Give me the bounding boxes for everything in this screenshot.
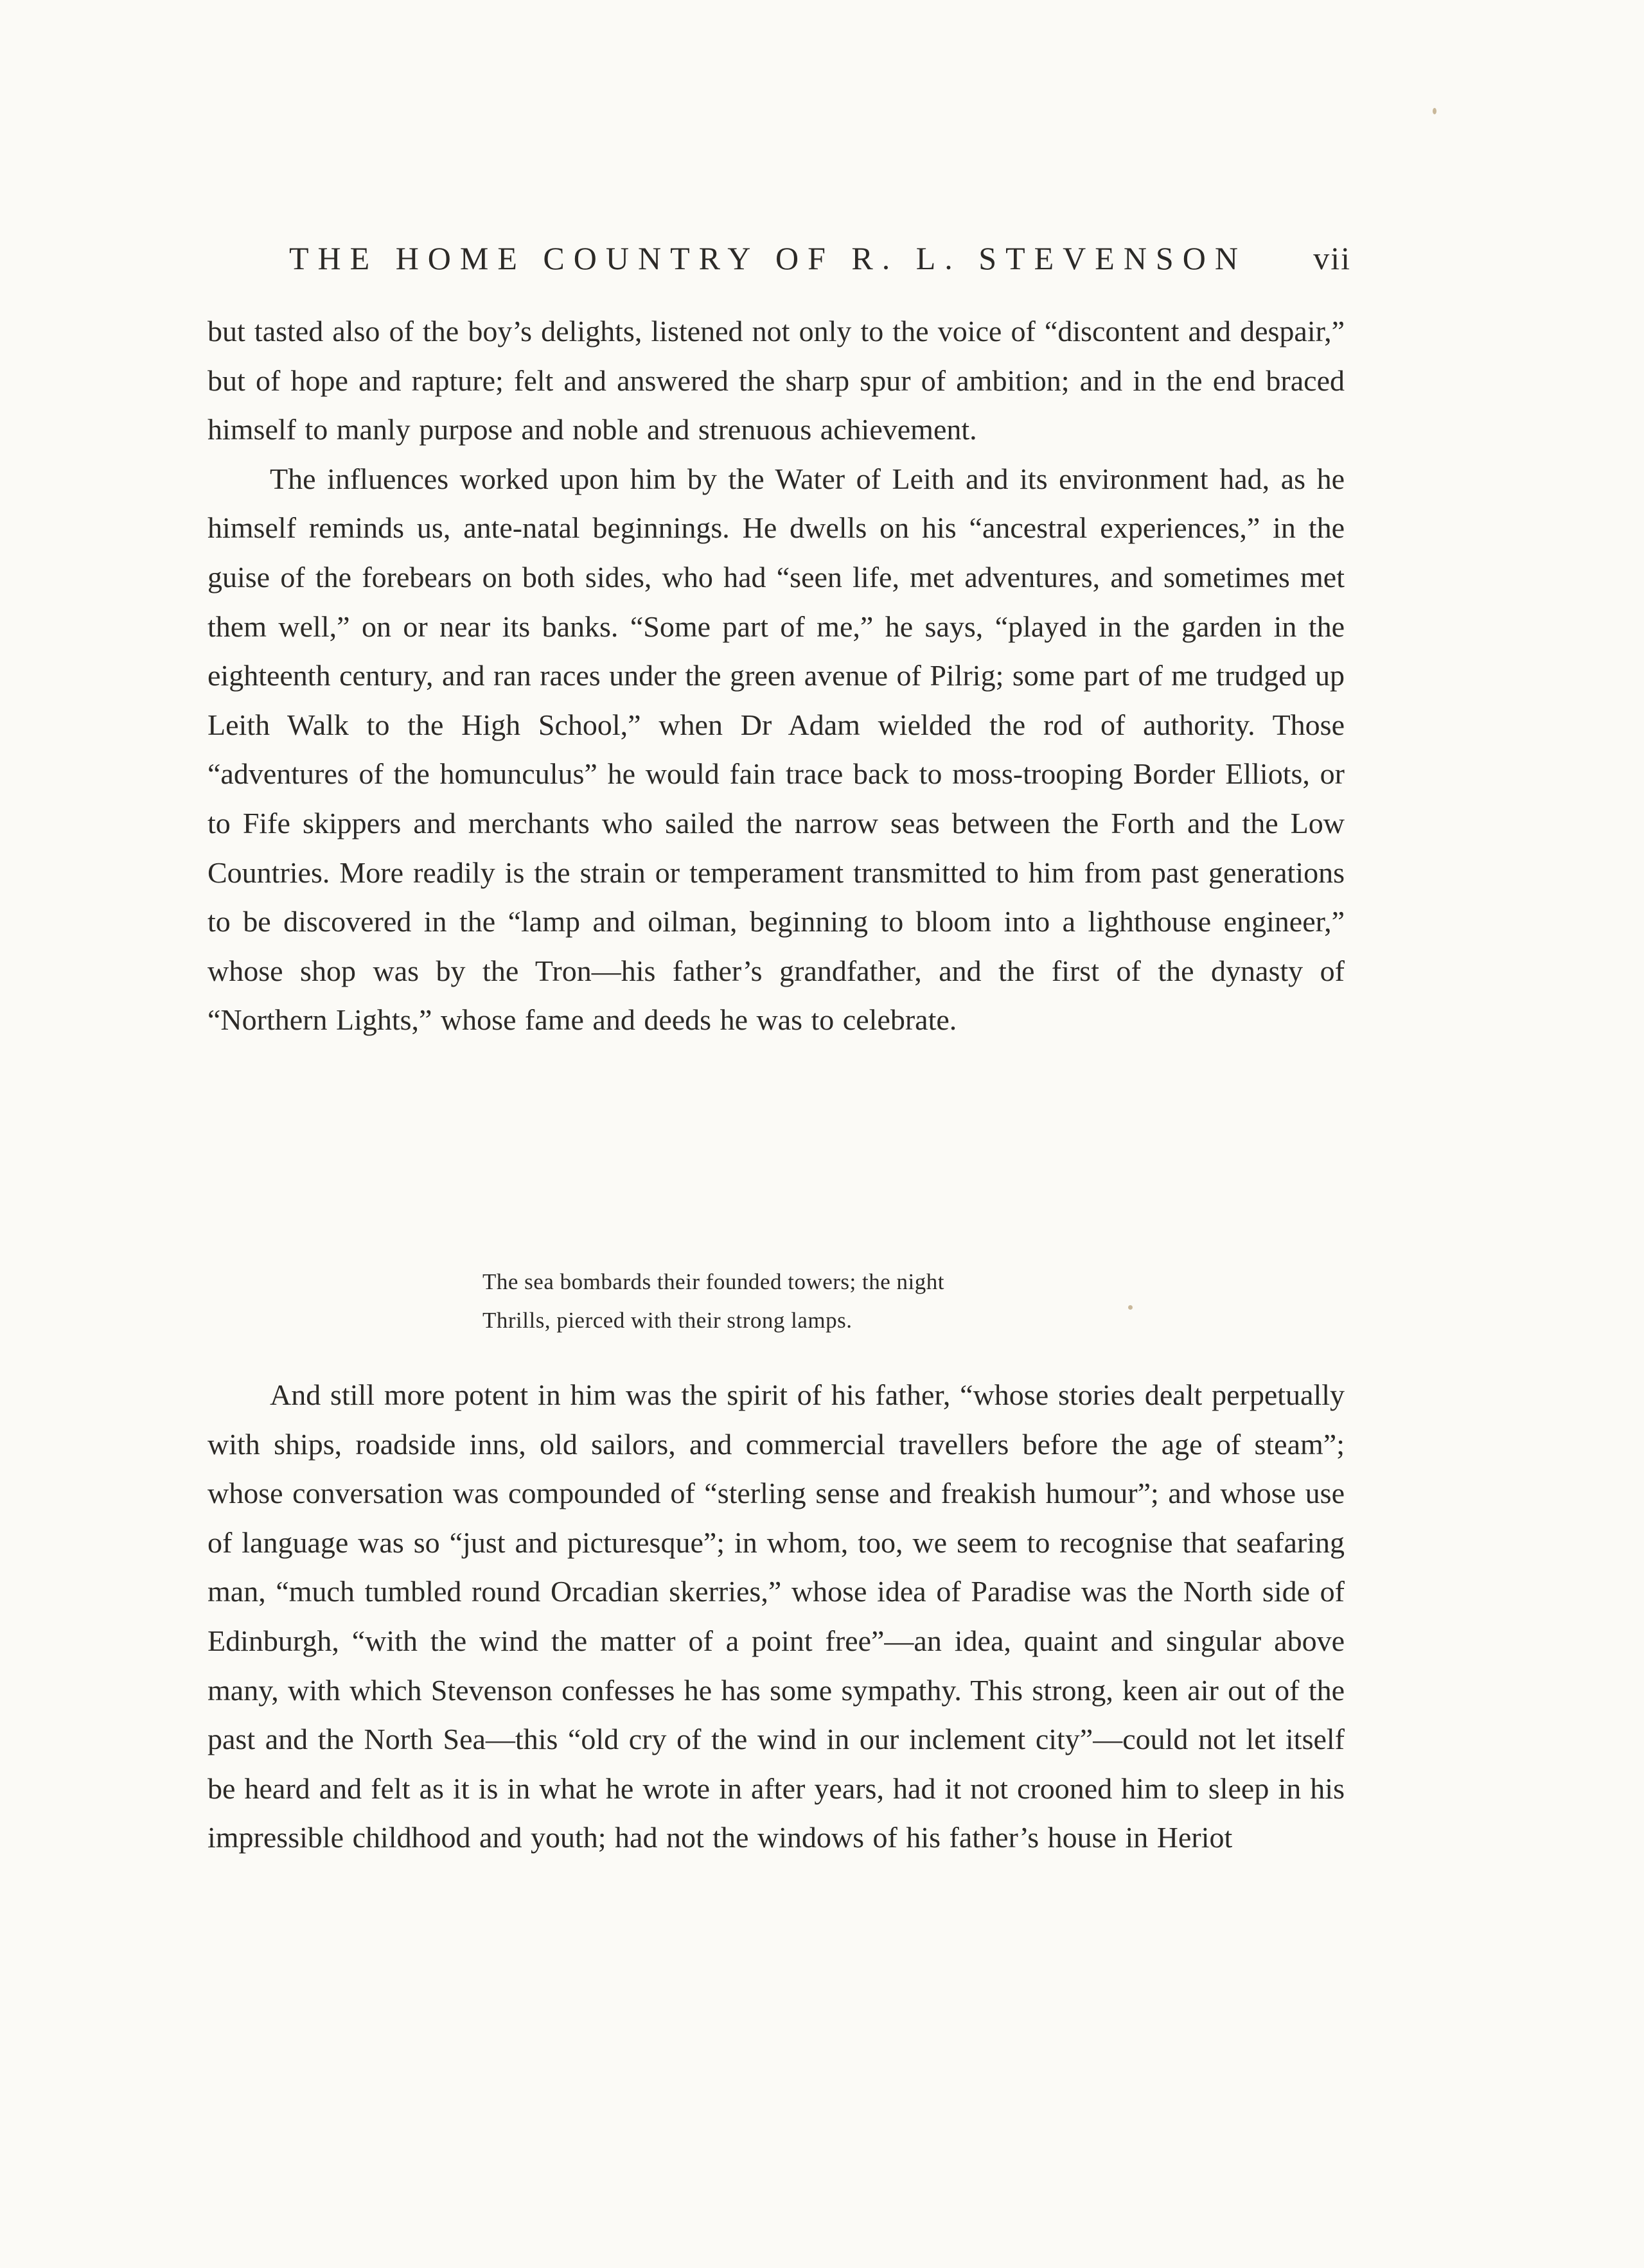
paragraph-influences: The influences worked upon him by the Water of Leith and its environment had, as he himself reminds us, ante-natal beginnings. He dwells on his “ancestral experiences,” in the guise of the forebears on both sides, who had “seen life, met adventures, and sometimes met them well,” on or near its banks. “Some part of me,” he says, “played in the garden in the eighteenth century, and ran races under the green avenue of Pilrig; some part of me trudged up Leith Walk to the High School,” when Dr Adam wielded the rod of authority. Those “adventures of the homunculus” he would fain trace back to moss-trooping Border Elliots, or to Fife skippers and merchants who sailed the narrow seas between the Forth and the Low Countries. More readily is the strain or temperament transmitted to him from past generations to be discovered in the “lamp and oilman, beginning to bloom into a lighthouse engineer,” whose shop was by the Tron—his father’s grandfather, and the first of the dynasty of “Northern Lights,” whose fame and deeds he was to celebrate. [208, 462, 1345, 1037]
running-title: THE HOME COUNTRY OF R. L. STEVENSON [289, 240, 1247, 276]
paper-speck [1128, 1305, 1133, 1310]
verse-line: The sea bombards their founded towers; the night [482, 1269, 944, 1294]
verse-line: Thrills, pierced with their strong lamps. [482, 1308, 853, 1333]
running-head [208, 233, 1351, 284]
paper-speck [1433, 108, 1436, 114]
verse-quotation [482, 1263, 1125, 1340]
text-block-lower [208, 1371, 1345, 1863]
paragraph-father: And still more potent in him was the spirit of his father, “whose stories dealt perpetually with ships, roadside inns, old sailors, and commercial travellers before the age of steam”; whose conversation was compounded of “sterling sense and freakish humour”; and whose use of language was so “just and picturesque”; in whom, too, we seem to recognise that seafaring man, “much tumbled round Orcadian skerries,” whose idea of Paradise was the North side of Edinburgh, “with the wind the matter of a point free”—an idea, quaint and singular above many, with which Stevenson confesses he has some sympathy. This strong, keen air out of the past and the North Sea—this “old cry of the wind in our inclement city”—could not let itself be heard and felt as it is in what he wrote in after years, had it not crooned him to sleep in his impressible childhood and youth; had not the windows of his father’s house in Heriot [208, 1378, 1345, 1854]
paragraph-continued: but tasted also of the boy’s delights, listened not only to the voice of “discontent and despair,” but of hope and rapture; felt and answered the sharp spur of ambition; and in the end braced himself to manly purpose and noble and strenuous achievement. [208, 315, 1345, 446]
page-number: vii [1313, 240, 1351, 276]
text-block-upper [208, 307, 1345, 1045]
